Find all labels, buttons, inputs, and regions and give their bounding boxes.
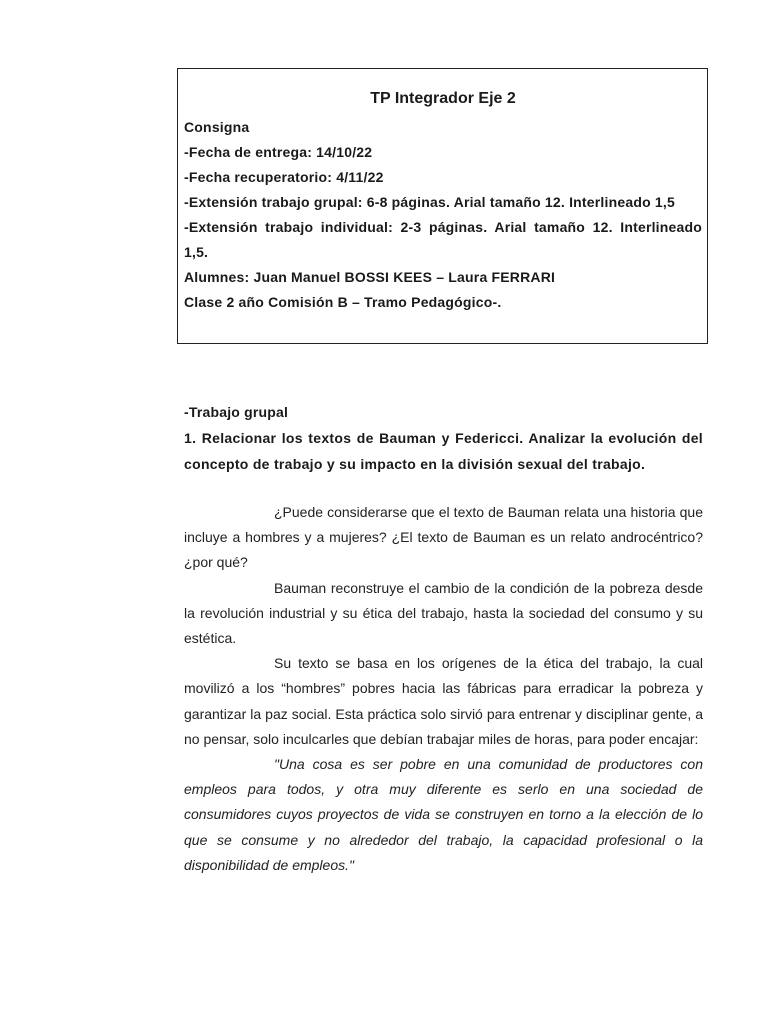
document-title: TP Integrador Eje 2 (370, 90, 516, 107)
quote-paragraph: "Una cosa es ser pobre en una comunidad de productores con empleos para todos, y otra muy diferente es serlo en una sociedad de consumidores cuyos proyectos de vida se construyen en torno a la elección de lo que se consume y no alrededor del trabajo, la capacidad profesional o la disponibilidad de empleos." (184, 756, 703, 873)
body-text (184, 500, 703, 878)
header-students: Alumnes: Juan Manuel BOSSI KEES – Laura FERRARI (184, 269, 556, 285)
assignment-header-box (177, 68, 708, 344)
paragraph: Su texto se basa en los orígenes de la ética del trabajo, la cual movilizó a los “hombres” pobres hacia las fábricas para erradicar la pobreza y garantizar la paz social. Esta práctica solo sirvió para entrenar y disciplinar gente, a no pensar, solo inculcarles que debían trabajar miles de horas, para poder encajar: (184, 655, 703, 747)
paragraph: ¿Puede considerarse que el texto de Bauman relata una historia que incluye a hombres y a mujeres? ¿El texto de Bauman es un relato androcéntrico?¿por qué? (184, 504, 703, 571)
header-makeup-date: -Fecha recuperatorio: 4/11/22 (184, 169, 384, 185)
header-due-date: -Fecha de entrega: 14/10/22 (184, 144, 373, 160)
header-group-length: -Extensión trabajo grupal: 6-8 páginas. Arial tamaño 12. Interlineado 1,5 (184, 194, 675, 210)
header-individual-length: -Extensión trabajo individual: 2-3 páginas. Arial tamaño 12. Interlineado 1,5. (184, 219, 702, 260)
header-consigna: Consigna (184, 119, 250, 135)
section-label: -Trabajo grupal (184, 404, 289, 420)
group-work-section (184, 399, 703, 477)
paragraph: Bauman reconstruye el cambio de la condición de la pobreza desde la revolución industrial y su ética del trabajo, hasta la sociedad del consumo y su estética. (184, 579, 703, 647)
header-class: Clase 2 año Comisión B – Tramo Pedagógico-. (184, 294, 502, 310)
section-question: 1. Relacionar los textos de Bauman y Federicci. Analizar la evolución del concepto de trabajo y su impacto en la división sexual del trabajo. (184, 430, 703, 472)
